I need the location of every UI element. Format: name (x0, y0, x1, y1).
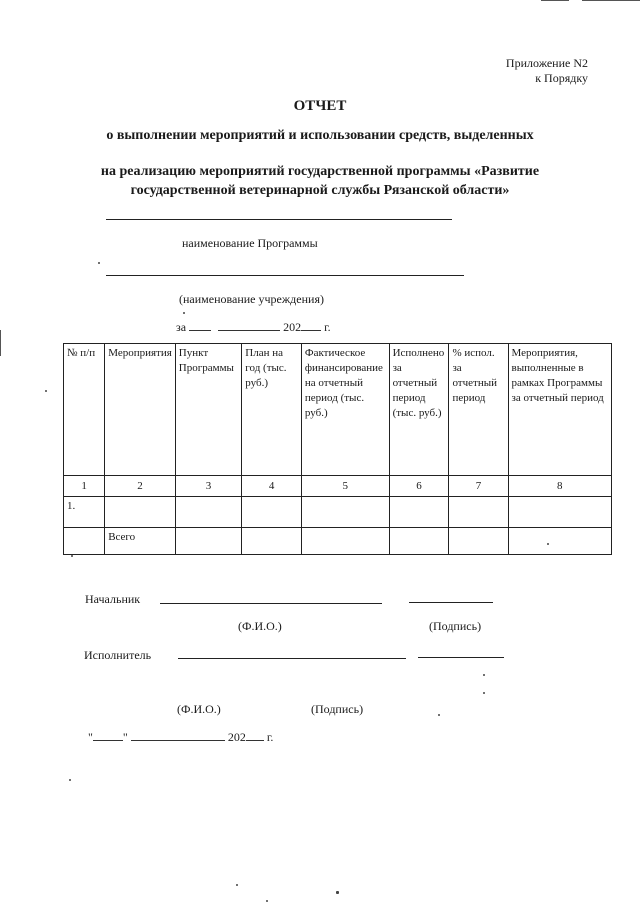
scan-dot (483, 692, 485, 694)
scan-mark (582, 0, 640, 1)
appendix-line-2: к Порядку (535, 71, 588, 85)
table-row (64, 497, 612, 528)
table-cell[interactable] (64, 528, 105, 555)
table-header-row (64, 344, 612, 476)
chief-label: Начальник (85, 592, 141, 606)
total-label-cell: Всего (105, 528, 176, 555)
header-annual-plan: План на год (тыс. руб.) (242, 344, 302, 476)
header-program-item: Пункт Программы (175, 344, 241, 476)
period-prefix: за (176, 320, 187, 334)
date-year: 202 (227, 730, 246, 744)
date-month-blank[interactable] (131, 730, 225, 741)
scan-dot (336, 891, 339, 894)
appendix-line-1: Приложение N2 (505, 56, 588, 70)
header-actual-funding: Фактическое финансирование на отчетный период (тыс. руб.) (301, 344, 389, 476)
period-year-blank (301, 320, 321, 331)
header-executed: Исполнено за отчетный период (тыс. руб.) (389, 344, 449, 476)
table-cell[interactable] (508, 528, 611, 555)
institution-name-caption: (наименование учреждения) (179, 292, 324, 306)
table-cell[interactable] (175, 528, 241, 555)
period-suffix: г. (324, 320, 331, 334)
scan-dot (266, 900, 268, 902)
chief-fio-caption: (Ф.И.О.) (238, 619, 282, 633)
table-cell[interactable] (242, 497, 302, 528)
column-number: 8 (508, 476, 611, 497)
column-number: 3 (175, 476, 241, 497)
date-day-blank[interactable] (93, 730, 123, 741)
scan-mark (541, 0, 569, 1)
column-number: 2 (105, 476, 176, 497)
table-cell[interactable]: 1. (64, 497, 105, 528)
header-completed-activities: Мероприятия, выполненные в рамках Программы за отчетный период (508, 344, 611, 476)
table-cell[interactable] (449, 528, 508, 555)
period-day-blank (189, 320, 211, 331)
program-name-caption: наименование Программы (182, 236, 318, 250)
column-number: 1 (64, 476, 105, 497)
table-cell[interactable] (508, 497, 611, 528)
table-column-numbers-row (64, 476, 612, 497)
report-table (63, 343, 612, 555)
column-number: 4 (242, 476, 302, 497)
chief-signature-line[interactable] (409, 602, 493, 603)
scan-dot (483, 674, 485, 676)
date-year-blank[interactable] (246, 730, 264, 741)
scan-dot (183, 312, 185, 314)
column-number: 6 (389, 476, 449, 497)
appendix-note (506, 56, 588, 86)
scan-dot (236, 884, 238, 886)
table-cell[interactable] (175, 497, 241, 528)
report-subtitle-line-2a: на реализацию мероприятий государственной программы «Развитие (100, 164, 540, 179)
report-title: ОТЧЕТ (293, 98, 347, 114)
signature-date (88, 730, 273, 745)
report-subtitle-line-2 (0, 162, 640, 200)
scan-dot (98, 262, 100, 264)
header-number: № п/п (64, 344, 105, 476)
column-number: 5 (301, 476, 389, 497)
report-period (176, 320, 331, 335)
chief-fio-line[interactable] (160, 603, 382, 604)
scan-mark (0, 330, 1, 356)
executor-signature-line[interactable] (418, 657, 504, 658)
column-number: 7 (449, 476, 508, 497)
program-name-line (106, 219, 452, 220)
table-cell[interactable] (242, 528, 302, 555)
scan-dot (45, 390, 47, 392)
report-subtitle-line-1: о выполнении мероприятий и использовании средств, выделенных (106, 128, 534, 143)
report-subtitle-line-2b: государственной ветеринарной службы Рязанской области» (130, 183, 510, 198)
table-cell[interactable] (301, 497, 389, 528)
header-activities: Мероприятия (105, 344, 176, 476)
institution-name-line (106, 275, 464, 276)
table-cell[interactable] (449, 497, 508, 528)
scan-dot (438, 714, 440, 716)
period-month-blank (218, 320, 280, 331)
period-year: 202 (283, 320, 302, 334)
header-percent-executed: % испол. за отчетный период (449, 344, 508, 476)
executor-fio-line[interactable] (178, 658, 406, 659)
table-cell[interactable] (301, 528, 389, 555)
scan-dot (69, 779, 71, 781)
table-cell[interactable] (389, 497, 449, 528)
table-cell[interactable] (105, 497, 176, 528)
date-suffix: г. (266, 730, 274, 744)
scan-dot (547, 543, 549, 545)
scan-dot (71, 555, 73, 557)
table-total-row (64, 528, 612, 555)
date-open-quote: " (88, 730, 93, 744)
date-close-quote: " (122, 730, 128, 744)
executor-signature-caption: (Подпись) (311, 702, 364, 716)
chief-signature-caption: (Подпись) (429, 619, 482, 633)
executor-fio-caption: (Ф.И.О.) (177, 702, 221, 716)
executor-label: Исполнитель (84, 648, 152, 662)
table-cell[interactable] (389, 528, 449, 555)
